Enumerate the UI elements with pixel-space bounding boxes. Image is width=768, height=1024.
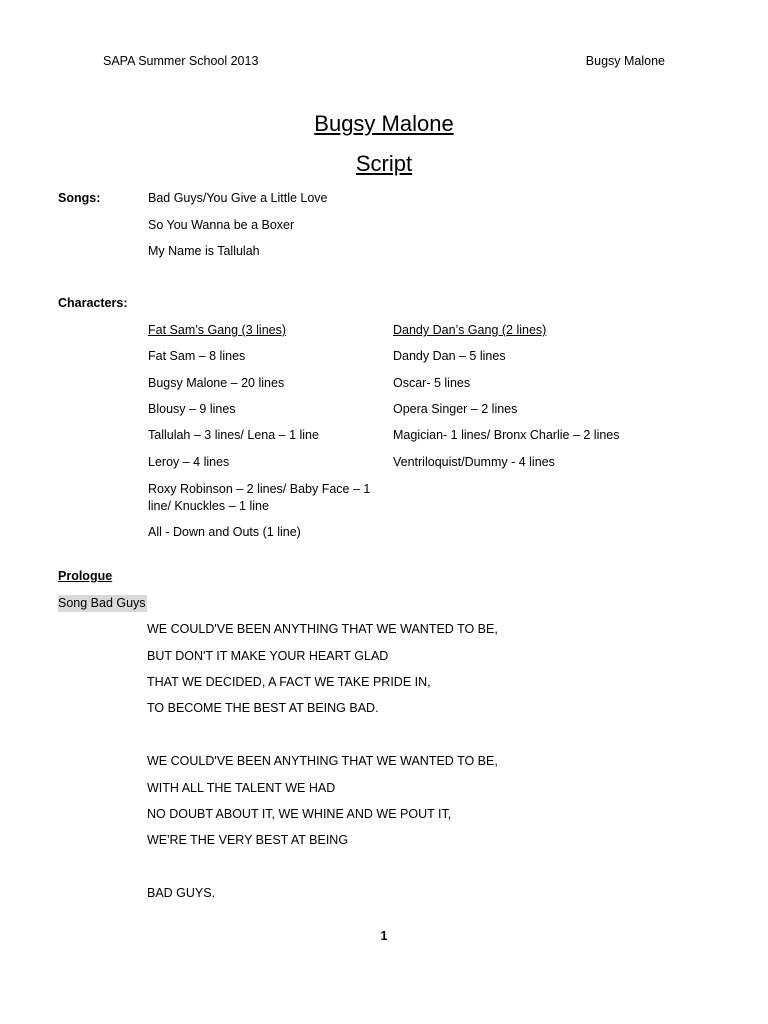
character-item: Blousy – 9 lines: [148, 402, 236, 416]
song-item: So You Wanna be a Boxer: [148, 218, 295, 232]
character-item: Dandy Dan – 5 lines: [393, 349, 506, 363]
songs-label: Songs:: [58, 191, 101, 205]
header-right-text: Bugsy Malone: [585, 54, 665, 68]
character-item: Ventriloquist/Dummy - 4 lines: [393, 455, 555, 469]
character-item: Fat Sam – 8 lines: [148, 349, 246, 363]
lyric-line: BAD GUYS.: [147, 886, 216, 900]
song-item: Bad Guys/You Give a Little Love: [148, 191, 328, 205]
character-item: Bugsy Malone – 20 lines: [148, 376, 285, 390]
header-left-text: SAPA Summer School 2013: [103, 54, 259, 68]
lyric-line: BUT DON'T IT MAKE YOUR HEART GLAD: [147, 649, 389, 663]
character-item: Tallulah – 3 lines/ Lena – 1 line: [148, 428, 319, 442]
character-item: Magician- 1 lines/ Bronx Charlie – 2 lines: [393, 428, 620, 442]
lyric-line: WE COULD'VE BEEN ANYTHING THAT WE WANTED TO BE,: [147, 754, 498, 768]
document-title: Bugsy Malone: [314, 111, 454, 136]
character-item: Opera Singer – 2 lines: [393, 402, 518, 416]
fat-sam-gang-heading: Fat Sam’s Gang (3 lines): [148, 323, 287, 337]
page-number: 1: [380, 929, 388, 943]
song-label: [58, 596, 147, 610]
lyric-line: THAT WE DECIDED, A FACT WE TAKE PRIDE IN,: [147, 675, 431, 689]
character-item: Oscar- 5 lines: [393, 376, 471, 390]
prologue-heading: Prologue: [58, 569, 113, 583]
lyric-line: WE'RE THE VERY BEST AT BEING: [147, 833, 349, 847]
document-subtitle: Script: [355, 151, 413, 176]
character-item: Leroy – 4 lines: [148, 455, 230, 469]
lyric-line: NO DOUBT ABOUT IT, WE WHINE AND WE POUT IT,: [147, 807, 452, 821]
lyric-line: TO BECOME THE BEST AT BEING BAD.: [147, 701, 379, 715]
song-label-text: Song Bad Guys: [58, 596, 146, 610]
lyric-line: WITH ALL THE TALENT WE HAD: [147, 781, 336, 795]
dandy-dan-gang-heading: Dandy Dan’s Gang (2 lines): [393, 323, 547, 337]
characters-label: Characters:: [58, 296, 128, 310]
song-item: My Name is Tallulah: [148, 244, 260, 258]
character-item: Roxy Robinson – 2 lines/ Baby Face – 1 line/ Knuckles – 1 line: [148, 482, 371, 513]
lyric-line: WE COULD'VE BEEN ANYTHING THAT WE WANTED TO BE,: [147, 622, 498, 636]
character-item: All - Down and Outs (1 line): [148, 525, 301, 539]
